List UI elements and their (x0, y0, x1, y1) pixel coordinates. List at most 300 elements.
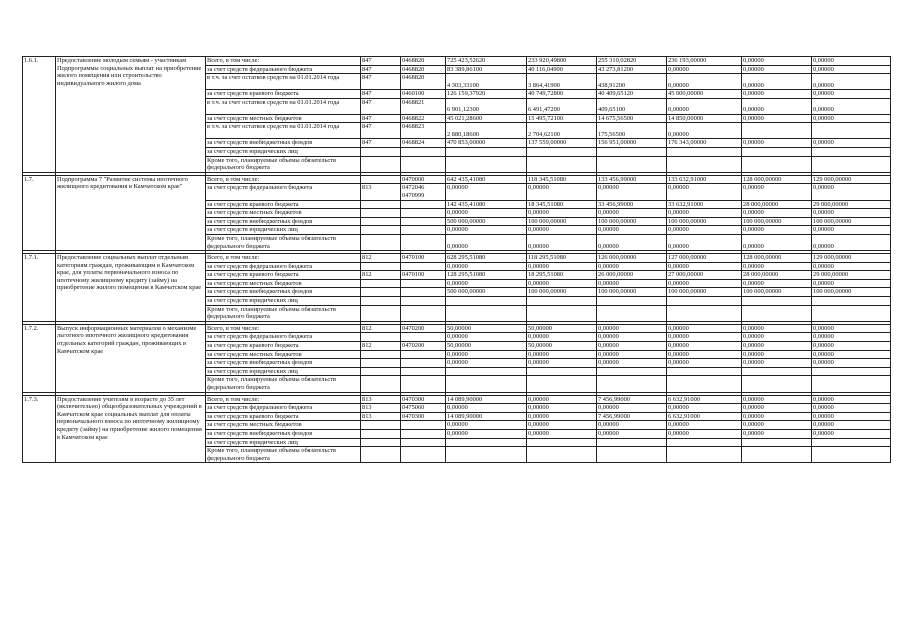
amount-cell-year-5 (742, 376, 812, 392)
budget-code (401, 217, 446, 226)
amount-cell-year-6: 100 000,00000 (812, 288, 891, 297)
amount-cell-year-4 (667, 376, 742, 392)
budget-code: 0475060 (401, 404, 446, 413)
amount-cell-year-2: 15 495,72100 (527, 114, 597, 123)
funding-source: за счет средств юридических лиц (206, 297, 361, 306)
amount-cell-year-4: 14 850,00000 (667, 114, 742, 123)
item-title: Подпрограмма 7 "Развитие системы ипотечного жилищного кредитования в Камчатском крае" (56, 175, 206, 250)
amount-cell-year-5 (742, 123, 812, 139)
budget-code: 0470200 (401, 324, 446, 333)
funding-source: Кроме того, планируемые объемы обязательств федерального бюджета (206, 376, 361, 392)
grbs-code: 847 (361, 98, 401, 114)
amount-cell-year-2: 0,00000 (527, 184, 597, 200)
table-row (23, 395, 891, 404)
amount-cell-year-5 (742, 438, 812, 447)
amount-cell-year-2 (527, 297, 597, 306)
amount-cell-year-1 (446, 305, 527, 321)
grbs-code (361, 359, 401, 368)
funding-source: за счет средств юридических лиц (206, 367, 361, 376)
amount-cell-year-5 (742, 447, 812, 463)
grbs-code: 813 (361, 404, 401, 413)
amount-cell-year-1: 0,00000 (446, 262, 527, 271)
amount-cell-year-6: 0,00000 (812, 395, 891, 404)
grbs-code (361, 288, 401, 297)
amount-cell-year-6: 0,00000 (812, 184, 891, 200)
amount-cell-year-1: 142 435,41080 (446, 200, 527, 209)
amount-cell-year-4: 0,00000 (667, 123, 742, 139)
amount-cell-year-1: 0,00000 (446, 234, 527, 250)
amount-cell-year-1 (446, 367, 527, 376)
amount-cell-year-3: 126 000,00000 (597, 254, 667, 263)
budget-code: 0460100 (401, 90, 446, 99)
amount-cell-year-4: 0,00000 (667, 350, 742, 359)
amount-cell-year-2: 0,00000 (527, 333, 597, 342)
amount-cell-year-6 (812, 156, 891, 172)
table-row (23, 57, 891, 66)
budget-code (401, 226, 446, 235)
amount-cell-year-5: 0,00000 (742, 429, 812, 438)
budget-code: 0468822 (401, 114, 446, 123)
funding-source: Кроме того, планируемые объемы обязательств федерального бюджета (206, 234, 361, 250)
amount-cell-year-1: 725 423,52620 (446, 57, 527, 66)
amount-cell-year-2 (527, 376, 597, 392)
funding-source: Всего, в том числе: (206, 254, 361, 263)
amount-cell-year-2: 100 000,00000 (527, 288, 597, 297)
grbs-code (361, 175, 401, 184)
budget-code (401, 156, 446, 172)
amount-cell-year-3: 409,65100 (597, 98, 667, 114)
amount-cell-year-5: 0,00000 (742, 279, 812, 288)
amount-cell-year-6: 0,00000 (812, 57, 891, 66)
amount-cell-year-6: 0,00000 (812, 65, 891, 74)
amount-cell-year-3 (597, 367, 667, 376)
amount-cell-year-3: 14 675,56500 (597, 114, 667, 123)
amount-cell-year-1: 0,00000 (446, 404, 527, 413)
funding-source: за счет средств местных бюджетов (206, 114, 361, 123)
grbs-code (361, 421, 401, 430)
amount-cell-year-5 (742, 156, 812, 172)
grbs-code (361, 297, 401, 306)
grbs-code: 812 (361, 271, 401, 280)
grbs-code (361, 429, 401, 438)
amount-cell-year-6: 0,00000 (812, 359, 891, 368)
funding-source: за счет средств местных бюджетов (206, 350, 361, 359)
amount-cell-year-2: 0,00000 (527, 404, 597, 413)
amount-cell-year-5: 28 000,00000 (742, 271, 812, 280)
budget-code (401, 438, 446, 447)
amount-cell-year-4: 0,00000 (667, 74, 742, 90)
funding-source: Всего, в том числе: (206, 395, 361, 404)
amount-cell-year-5: 0,00000 (742, 65, 812, 74)
budget-table-sheet (22, 56, 890, 463)
amount-cell-year-6 (812, 376, 891, 392)
amount-cell-year-3 (597, 147, 667, 156)
funding-source: за счет средств местных бюджетов (206, 209, 361, 218)
budget-code: 0468821 (401, 98, 446, 114)
budget-code: 0468820 (401, 65, 446, 74)
grbs-code (361, 305, 401, 321)
amount-cell-year-6 (812, 367, 891, 376)
budget-code (401, 279, 446, 288)
amount-cell-year-6: 0,00000 (812, 74, 891, 90)
amount-cell-year-3 (597, 156, 667, 172)
amount-cell-year-5: 128 000,00000 (742, 175, 812, 184)
budget-code (401, 447, 446, 463)
grbs-code (361, 438, 401, 447)
grbs-code: 812 (361, 342, 401, 351)
funding-source: за счет средств федерального бюджета (206, 262, 361, 271)
amount-cell-year-4: 0,00000 (667, 209, 742, 218)
amount-cell-year-5: 0,00000 (742, 342, 812, 351)
amount-cell-year-1: 0,00000 (446, 209, 527, 218)
item-number: 1.7. (23, 175, 56, 250)
amount-cell-year-5: 0,00000 (742, 324, 812, 333)
item-title: Предоставление молодым семьям - участникам Подпрограммы социальных выплат на приобретение жилого помещения или строительство индивидуального жилого дома (56, 57, 206, 173)
amount-cell-year-5: 0,00000 (742, 234, 812, 250)
amount-cell-year-5: 0,00000 (742, 139, 812, 148)
amount-cell-year-6: 29 000,00000 (812, 200, 891, 209)
amount-cell-year-3: 133 456,99000 (597, 175, 667, 184)
amount-cell-year-4: 0,00000 (667, 234, 742, 250)
amount-cell-year-6: 129 000,00000 (812, 254, 891, 263)
amount-cell-year-3: 40 409,65120 (597, 90, 667, 99)
funding-source: Всего, в том числе: (206, 175, 361, 184)
amount-cell-year-5: 0,00000 (742, 184, 812, 200)
budget-code (401, 234, 446, 250)
amount-cell-year-2: 0,00000 (527, 234, 597, 250)
budget-code: 0468820 (401, 74, 446, 90)
funding-source: за счет средств юридических лиц (206, 147, 361, 156)
amount-cell-year-3: 0,00000 (597, 279, 667, 288)
amount-cell-year-3: 0,00000 (597, 184, 667, 200)
amount-cell-year-2: 0,00000 (527, 395, 597, 404)
amount-cell-year-2 (527, 438, 597, 447)
funding-source: за счет средств местных бюджетов (206, 421, 361, 430)
amount-cell-year-5: 0,00000 (742, 421, 812, 430)
amount-cell-year-1: 628 295,51080 (446, 254, 527, 263)
amount-cell-year-3: 0,00000 (597, 234, 667, 250)
amount-cell-year-1: 0,00000 (446, 421, 527, 430)
amount-cell-year-3: 438,91200 (597, 74, 667, 90)
table-row (23, 324, 891, 333)
amount-cell-year-1: 4 303,33100 (446, 74, 527, 90)
amount-cell-year-1: 0,00000 (446, 279, 527, 288)
amount-cell-year-6: 0,00000 (812, 209, 891, 218)
amount-cell-year-5: 0,00000 (742, 395, 812, 404)
amount-cell-year-3: 255 310,02820 (597, 57, 667, 66)
amount-cell-year-2: 137 559,00000 (527, 139, 597, 148)
grbs-code (361, 333, 401, 342)
amount-cell-year-3: 0,00000 (597, 226, 667, 235)
amount-cell-year-2 (527, 156, 597, 172)
amount-cell-year-3 (597, 297, 667, 306)
amount-cell-year-6: 0,00000 (812, 98, 891, 114)
budget-code (401, 376, 446, 392)
funding-source: за счет средств внебюджетных фондов (206, 288, 361, 297)
grbs-code (361, 147, 401, 156)
amount-cell-year-4 (667, 147, 742, 156)
amount-cell-year-6: 0,00000 (812, 234, 891, 250)
item-number: 1.7.3. (23, 395, 56, 463)
grbs-code: 812 (361, 324, 401, 333)
funding-source: за счет средств внебюджетных фондов (206, 139, 361, 148)
grbs-code: 813 (361, 184, 401, 200)
amount-cell-year-6 (812, 438, 891, 447)
amount-cell-year-2: 6 491,47200 (527, 98, 597, 114)
budget-code (401, 262, 446, 271)
amount-cell-year-6: 0,00000 (812, 350, 891, 359)
amount-cell-year-4: 27 000,00000 (667, 271, 742, 280)
amount-cell-year-6: 0,00000 (812, 324, 891, 333)
amount-cell-year-3: 0,00000 (597, 342, 667, 351)
budget-code (401, 305, 446, 321)
amount-cell-year-2: 0,00000 (527, 359, 597, 368)
amount-cell-year-6: 0,00000 (812, 262, 891, 271)
amount-cell-year-4: 0,00000 (667, 279, 742, 288)
amount-cell-year-1: 14 089,90000 (446, 395, 527, 404)
budget-code (401, 209, 446, 218)
budget-code: 0470100 (401, 254, 446, 263)
grbs-code (361, 447, 401, 463)
amount-cell-year-1: 642 435,41080 (446, 175, 527, 184)
amount-cell-year-1: 470 853,00000 (446, 139, 527, 148)
grbs-code: 847 (361, 90, 401, 99)
amount-cell-year-4: 0,00000 (667, 226, 742, 235)
budget-code (401, 297, 446, 306)
amount-cell-year-5: 0,00000 (742, 90, 812, 99)
funding-source: за счет средств краевого бюджета (206, 342, 361, 351)
amount-cell-year-6: 0,00000 (812, 412, 891, 421)
budget-code (401, 429, 446, 438)
amount-cell-year-6: 0,00000 (812, 404, 891, 413)
amount-cell-year-1: 0,00000 (446, 333, 527, 342)
amount-cell-year-2: 0,00000 (527, 279, 597, 288)
amount-cell-year-3: 175,56500 (597, 123, 667, 139)
funding-source: в т.ч. за счет остатков средств на 01.01.2014 года (206, 74, 361, 90)
amount-cell-year-3: 100 000,00000 (597, 288, 667, 297)
budget-code: 0468824 (401, 139, 446, 148)
amount-cell-year-1 (446, 447, 527, 463)
amount-cell-year-3 (597, 305, 667, 321)
amount-cell-year-6: 0,00000 (812, 139, 891, 148)
amount-cell-year-6: 100 000,00000 (812, 217, 891, 226)
amount-cell-year-3: 0,00000 (597, 421, 667, 430)
amount-cell-year-1: 45 021,28600 (446, 114, 527, 123)
amount-cell-year-2: 18 295,51080 (527, 271, 597, 280)
amount-cell-year-1: 0,00000 (446, 226, 527, 235)
amount-cell-year-2: 0,00000 (527, 226, 597, 235)
budget-code: 0468820 (401, 57, 446, 66)
amount-cell-year-3 (597, 376, 667, 392)
amount-cell-year-2: 233 920,49800 (527, 57, 597, 66)
amount-cell-year-2: 0,00000 (527, 350, 597, 359)
amount-cell-year-6: 0,00000 (812, 342, 891, 351)
amount-cell-year-1: 83 389,86100 (446, 65, 527, 74)
amount-cell-year-6: 0,00000 (812, 114, 891, 123)
budget-code (401, 333, 446, 342)
funding-source: за счет средств юридических лиц (206, 226, 361, 235)
amount-cell-year-3: 0,00000 (597, 262, 667, 271)
amount-cell-year-6 (812, 123, 891, 139)
budget-code (401, 367, 446, 376)
amount-cell-year-6: 0,00000 (812, 421, 891, 430)
grbs-code: 847 (361, 74, 401, 90)
amount-cell-year-5: 0,00000 (742, 226, 812, 235)
funding-source: за счет средств внебюджетных фондов (206, 217, 361, 226)
grbs-code (361, 350, 401, 359)
item-title: Предоставление социальных выплат отдельным категориям граждан, проживающим в Камчатском крае, для уплаты первоначального взноса по ипотечному жилищному кредиту (займу) на приобретение жилого помещения в Камчатском крае (56, 254, 206, 322)
amount-cell-year-2: 50,00000 (527, 342, 597, 351)
amount-cell-year-3: 0,00000 (597, 404, 667, 413)
amount-cell-year-5 (742, 367, 812, 376)
budget-code: 0470300 (401, 395, 446, 404)
grbs-code (361, 217, 401, 226)
amount-cell-year-5: 0,00000 (742, 74, 812, 90)
amount-cell-year-1: 500 000,00000 (446, 217, 527, 226)
amount-cell-year-1: 0,00000 (446, 350, 527, 359)
amount-cell-year-2 (527, 147, 597, 156)
budget-code (401, 350, 446, 359)
amount-cell-year-5: 100 000,00000 (742, 288, 812, 297)
amount-cell-year-6 (812, 447, 891, 463)
amount-cell-year-2: 0,00000 (527, 262, 597, 271)
budget-table-body (23, 57, 891, 463)
amount-cell-year-3: 0,00000 (597, 359, 667, 368)
amount-cell-year-4: 0,00000 (667, 65, 742, 74)
grbs-code (361, 209, 401, 218)
amount-cell-year-1: 126 159,37920 (446, 90, 527, 99)
amount-cell-year-2: 0,00000 (527, 209, 597, 218)
amount-cell-year-3: 0,00000 (597, 350, 667, 359)
funding-source: Кроме того, планируемые объемы обязательств федерального бюджета (206, 447, 361, 463)
item-title: Выпуск информационных материалов о механизме льготного ипотечного жилищного кредитования отдельных категорий граждан, проживающих в Камчатском крае (56, 324, 206, 392)
budget-code: 0470000 (401, 175, 446, 184)
budget-code (401, 359, 446, 368)
amount-cell-year-4: 0,00000 (667, 98, 742, 114)
amount-cell-year-1 (446, 156, 527, 172)
amount-cell-year-5: 0,00000 (742, 350, 812, 359)
amount-cell-year-2: 3 864,41900 (527, 74, 597, 90)
amount-cell-year-1: 0,00000 (446, 359, 527, 368)
amount-cell-year-1 (446, 297, 527, 306)
amount-cell-year-1: 6 901,12300 (446, 98, 527, 114)
amount-cell-year-5: 0,00000 (742, 412, 812, 421)
funding-source: за счет средств краевого бюджета (206, 271, 361, 280)
amount-cell-year-5 (742, 297, 812, 306)
grbs-code: 847 (361, 57, 401, 66)
amount-cell-year-4: 236 193,00000 (667, 57, 742, 66)
budget-table (22, 56, 891, 463)
funding-source: за счет средств федерального бюджета (206, 333, 361, 342)
amount-cell-year-4 (667, 367, 742, 376)
amount-cell-year-5: 0,00000 (742, 114, 812, 123)
amount-cell-year-5: 0,00000 (742, 262, 812, 271)
amount-cell-year-6 (812, 305, 891, 321)
amount-cell-year-5 (742, 305, 812, 321)
funding-source: Кроме того, планируемые объемы обязательств федерального бюджета (206, 305, 361, 321)
amount-cell-year-5: 128 000,00000 (742, 254, 812, 263)
amount-cell-year-5: 0,00000 (742, 333, 812, 342)
amount-cell-year-3: 33 456,99000 (597, 200, 667, 209)
amount-cell-year-2: 40 116,04900 (527, 65, 597, 74)
amount-cell-year-2: 118 345,51080 (527, 175, 597, 184)
grbs-code: 847 (361, 114, 401, 123)
amount-cell-year-4: 0,00000 (667, 324, 742, 333)
grbs-code (361, 200, 401, 209)
amount-cell-year-4 (667, 297, 742, 306)
amount-cell-year-1 (446, 376, 527, 392)
budget-code: 0470300 (401, 412, 446, 421)
amount-cell-year-1: 0,00000 (446, 429, 527, 438)
amount-cell-year-5: 0,00000 (742, 209, 812, 218)
table-row (23, 254, 891, 263)
funding-source: за счет средств федерального бюджета (206, 65, 361, 74)
amount-cell-year-4 (667, 156, 742, 172)
amount-cell-year-6 (812, 147, 891, 156)
amount-cell-year-4 (667, 447, 742, 463)
amount-cell-year-4 (667, 438, 742, 447)
amount-cell-year-1: 2 880,18600 (446, 123, 527, 139)
funding-source: за счет средств краевого бюджета (206, 200, 361, 209)
amount-cell-year-5: 100 000,00000 (742, 217, 812, 226)
amount-cell-year-1: 50,00000 (446, 324, 527, 333)
amount-cell-year-3: 0,00000 (597, 324, 667, 333)
amount-cell-year-2: 0,00000 (527, 412, 597, 421)
amount-cell-year-2: 50,00000 (527, 324, 597, 333)
amount-cell-year-4: 127 000,00000 (667, 254, 742, 263)
grbs-code (361, 234, 401, 250)
item-number: 1.7.2. (23, 324, 56, 392)
funding-source: за счет средств федерального бюджета (206, 184, 361, 200)
amount-cell-year-3: 7 456,99000 (597, 395, 667, 404)
amount-cell-year-1: 50,00000 (446, 342, 527, 351)
funding-source: за счет средств внебюджетных фондов (206, 429, 361, 438)
amount-cell-year-4: 0,00000 (667, 342, 742, 351)
amount-cell-year-6: 129 000,00000 (812, 175, 891, 184)
grbs-code (361, 279, 401, 288)
grbs-code (361, 367, 401, 376)
grbs-code: 813 (361, 395, 401, 404)
amount-cell-year-4: 100 000,00000 (667, 217, 742, 226)
amount-cell-year-5: 0,00000 (742, 404, 812, 413)
amount-cell-year-2 (527, 367, 597, 376)
amount-cell-year-2: 2 704,62100 (527, 123, 597, 139)
grbs-code (361, 156, 401, 172)
grbs-code: 812 (361, 254, 401, 263)
item-number: 1.6.1. (23, 57, 56, 173)
amount-cell-year-3: 0,00000 (597, 333, 667, 342)
amount-cell-year-2: 118 295,51080 (527, 254, 597, 263)
amount-cell-year-4: 0,00000 (667, 333, 742, 342)
amount-cell-year-6: 0,00000 (812, 226, 891, 235)
funding-source: за счет средств местных бюджетов (206, 279, 361, 288)
amount-cell-year-5: 0,00000 (742, 98, 812, 114)
amount-cell-year-4: 0,00000 (667, 262, 742, 271)
amount-cell-year-6: 0,00000 (812, 279, 891, 288)
amount-cell-year-3: 156 951,00000 (597, 139, 667, 148)
funding-source: за счет средств юридических лиц (206, 438, 361, 447)
funding-source: за счет средств внебюджетных фондов (206, 359, 361, 368)
amount-cell-year-3: 0,00000 (597, 209, 667, 218)
grbs-code: 847 (361, 139, 401, 148)
amount-cell-year-2: 40 749,72800 (527, 90, 597, 99)
amount-cell-year-6: 0,00000 (812, 429, 891, 438)
amount-cell-year-3 (597, 447, 667, 463)
amount-cell-year-2: 0,00000 (527, 421, 597, 430)
budget-code: 0470100 (401, 271, 446, 280)
budget-code: 0470200 (401, 342, 446, 351)
amount-cell-year-5: 28 000,00000 (742, 200, 812, 209)
